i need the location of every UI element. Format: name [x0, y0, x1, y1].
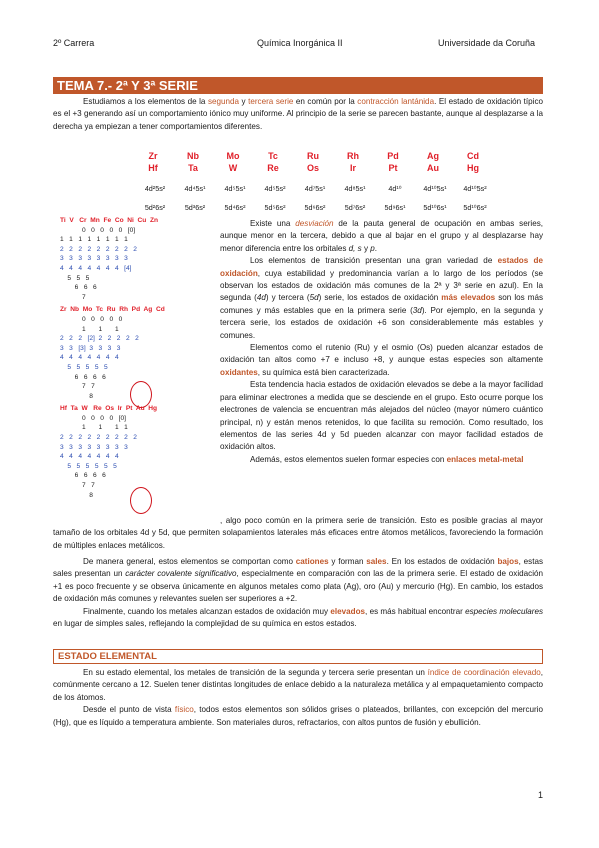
paragraph-deviation	[220, 218, 543, 255]
electron-config: 4d²5s²	[144, 184, 166, 193]
text: Elementos como el rutenio (Ru) y el osmio (Os) pueden alcanzar estados de oxidación tan altos como +7 e incluso +8, y aunque estas especies son altamente	[220, 343, 543, 365]
element-symbol: Au	[427, 163, 439, 173]
text: de la pauta general de ocupación en ambas series, aunque menor en la tercera, debido a que al bajar en el grupo y al desplazarse hay menor diferencia entre los orbitales	[220, 219, 543, 253]
electron-config: 4d¹⁰5s¹	[423, 184, 447, 193]
text: , comúnmente cercano a 12. Suelen tener distintas longitudes de enlace debido a la naturaleza metálica y al empaquetamiento compacto de los átomos.	[53, 668, 544, 702]
text: , su química está bien caracterizada.	[257, 367, 390, 377]
electron-config: 5d⁶6s²	[304, 203, 326, 212]
oxidation-state-row: 7 7	[60, 482, 95, 490]
element-symbol: Ir	[349, 163, 356, 173]
highlight: enlaces metal-metal	[446, 454, 524, 464]
electron-config: 4d⁵5s²	[264, 184, 286, 193]
emphasis: desviación	[295, 219, 334, 228]
highlight: oxidantes	[220, 367, 258, 377]
text: en común por la	[293, 97, 358, 106]
emphasis: especies moleculares	[465, 606, 543, 616]
oxidation-state-table	[60, 216, 220, 500]
electron-config: 5d³6s²	[184, 203, 206, 212]
text: y forman	[328, 557, 367, 566]
text: Desde el punto de vista	[83, 705, 175, 715]
oxidation-state-row: 7	[60, 293, 86, 301]
oxidation-state-row: 0 0 0 0 0 [0]	[60, 226, 136, 234]
paragraph-physical	[53, 704, 543, 729]
electron-config: 4d¹⁰	[388, 184, 402, 193]
right-column-text	[220, 218, 543, 466]
text: De manera general, estos elementos se comportan como	[83, 557, 296, 566]
electron-config: 5d²6s²	[144, 203, 166, 212]
element-symbol: Os	[306, 163, 319, 173]
element-symbol: Pd	[387, 151, 399, 161]
text: y	[239, 97, 249, 106]
header-subject: Química Inorgánica II	[257, 38, 343, 48]
page-title: TEMA 7.- 2ª Y 3ª SERIE	[53, 77, 543, 94]
series3-header: Hf Ta W Re Os Ir Pt Au Hg	[60, 405, 158, 413]
electron-config-table	[135, 151, 495, 221]
paragraph-metal-metal-start	[220, 454, 543, 466]
emphasis: p	[370, 243, 375, 253]
highlight: contracción lantánida	[357, 97, 435, 106]
oxidation-state-row: 3 3 3 3 3 3 3 3	[60, 255, 128, 263]
element-symbol: Mo	[226, 151, 240, 161]
emphasis: 3d	[412, 305, 422, 315]
text: Existe una	[250, 219, 296, 228]
text: .	[374, 243, 378, 253]
text: , todos estos elementos son sólidos grises o plateados, brillantes, con excepción del mercurio (Hg), que es líquido a temperatura ambiente. Son materiales duros, refractarios, con altos puntos de fusión y ebullición.	[53, 705, 543, 727]
electron-config: 4d⁷5s¹	[304, 184, 326, 193]
electron-config: 4d⁸5s¹	[344, 184, 366, 193]
highlight: físico	[174, 705, 194, 715]
oxidation-state-row: 6 6 6 6	[60, 373, 106, 381]
text: ). Por ejemplo, en la segunda y tercera serie, los estados de oxidación +6 son considerablemente más estables y comunes.	[220, 305, 544, 340]
electron-config: 5d⁵6s²	[264, 203, 286, 212]
highlight: tercera serie	[248, 97, 294, 106]
element-symbol: Re	[267, 163, 279, 173]
text: , especialmente en comparación con las de la primera serie. El estado de oxidación +1 es poco frecuente y se observa únicamente en algunos metales como plata (Ag), oro (Au) y mercurio (Hg). En cambio, los estados de oxidación más comunes y relevantes suelen ser superiores a +2.	[53, 569, 544, 604]
element-symbol: Hg	[467, 163, 479, 173]
text: . El estado de oxidación típico es el +3 generando así un comportamiento iónico muy uniforme. Al principio de la serie se parecen bastante, aunque al desplazarse a la derecha ya empiezan a tener comportamientos diferentes.	[53, 97, 543, 131]
paragraph-molecular	[53, 606, 543, 631]
oxidation-state-row: 0 0 0 0 0	[60, 315, 123, 323]
text: Los elementos de transición presentan una gran variedad de	[250, 256, 498, 266]
oxidation-state-row: 3 3 [3] 3 3 3 3	[60, 344, 121, 352]
text: , estas sales presentan un	[53, 557, 544, 579]
oxidation-state-row: 5 5 5 5 5	[60, 363, 108, 371]
electron-config: 5d¹⁰6s¹	[423, 203, 447, 212]
series2-header: Zr Nb Mo Tc Ru Rh Pd Ag Cd	[60, 306, 165, 314]
electron-config: 5d⁹6s¹	[384, 203, 406, 212]
header-course: 2º Carrera	[53, 38, 95, 48]
oxidation-state-row: 5 5 5	[60, 274, 90, 282]
text: Finalmente, cuando los metales alcanzan estados de oxidación muy	[83, 606, 331, 616]
highlight: sales	[366, 557, 387, 566]
electron-config: 5d⁴6s²	[224, 203, 246, 212]
highlight: índice de coordinación elevado	[427, 668, 541, 677]
paragraph-cations	[53, 556, 543, 606]
element-symbol: Hf	[148, 163, 158, 173]
oxidation-state-row: 0 0 0 0 [0]	[60, 414, 126, 422]
paragraph-coordination	[53, 667, 543, 704]
emphasis: carácter covalente significativo	[125, 569, 237, 579]
oxidation-state-row: 6 6 6 6	[60, 472, 106, 480]
element-symbol: Ru	[307, 151, 319, 161]
oxidation-state-row: 4 4 4 4 4 4 4 [4]	[60, 264, 132, 272]
series1-header: Ti V Cr Mn Fe Co Ni Cu Zn	[60, 217, 159, 224]
text: ) y tercera (	[265, 293, 310, 303]
element-symbol: Tc	[268, 151, 278, 161]
electron-config: 4d¹⁰5s²	[463, 184, 487, 193]
text: , cuya estabilidad y predominancia varían a lo largo de los períodos (se observan los estados de oxidación más comunes de la 2ª y 3ª serie en azul). En la segunda (	[220, 268, 543, 303]
emphasis: 5d	[309, 293, 319, 303]
element-symbol: Zr	[148, 151, 158, 161]
highlight: más elevados	[441, 293, 496, 303]
element-symbol: Ta	[188, 163, 198, 173]
text: Estudiamos a los elementos de la	[83, 97, 208, 106]
paragraph-oxidation-states	[220, 255, 543, 342]
elemental-text	[53, 667, 543, 729]
text: , es más habitual encontrar	[365, 606, 466, 616]
oxidation-state-row: 3 3 3 3 3 3 3 3	[60, 443, 128, 451]
text: Además, estos elementos suelen formar especies con	[250, 454, 447, 464]
highlight-circle-ru	[130, 381, 152, 408]
oxidation-state-row: 5 5 5 5 5 5	[60, 462, 117, 470]
header-university: Universidade da Coruña	[438, 38, 536, 48]
element-symbol: Pt	[388, 163, 398, 173]
oxidation-state-row: 4 4 4 4 4 4 4	[60, 354, 119, 362]
page-number: 1	[538, 790, 544, 800]
highlight: segunda	[207, 97, 239, 106]
electron-config: 5d⁷6s²	[344, 203, 366, 212]
oxidation-state-row: 8	[60, 392, 93, 400]
oxidation-state-row: 4 4 4 4 4 4 4	[60, 453, 119, 461]
text: son los más comunes y más estables que en la primera serie (	[220, 293, 544, 315]
highlight: bajos	[497, 557, 519, 566]
oxidation-state-row: 2 2 2 [2] 2 2 2 2 2	[60, 335, 139, 343]
text: , algo poco común en la primera serie de transición. Esto es posible gracias al mayor tamaño de los orbitales 4d y 5d, que permiten solapamientos laterales más eficaces entre átomos metálicos, favoreciendo la formación de múltiples enlaces metálicos.	[53, 516, 543, 550]
section-heading: ESTADO ELEMENTAL	[53, 649, 543, 664]
paragraph-tendency: Esta tendencia hacia estados de oxidación elevados se debe a la mayor facilidad para eliminar electrones a medida que se desciende en el grupo. Esto ocurre porque los electrones de valencia se encuentran más alejados del núcleo (mayor número cuántico principal, n) y están menos retenidos, lo que facilita su remoción. Como resultado, los elementos de las series 4d y 5d pueden alcanzar con mayor facilidad estados de oxidación altos.	[220, 380, 543, 452]
oxidation-state-row: 2 2 2 2 2 2 2 2 2	[60, 245, 137, 253]
element-symbol: Ag	[427, 151, 439, 161]
electron-config: 4d⁴5s¹	[184, 184, 206, 193]
element-symbol: W	[228, 163, 238, 173]
oxidation-state-row: 1 1 1 1 1 1 1 1	[60, 236, 128, 244]
text: . En los estados de oxidación	[386, 557, 498, 566]
element-symbol: Rh	[347, 151, 359, 161]
element-symbol: Cd	[467, 151, 479, 161]
text: y	[361, 243, 371, 253]
text: ) serie, los estados de oxidación	[318, 293, 442, 303]
element-symbol: Nb	[187, 151, 199, 161]
paragraph-metal-metal-end	[53, 515, 543, 552]
text: En su estado elemental, los metales de transición de la segunda y tercera serie presentan un	[83, 668, 428, 677]
intro-paragraph	[53, 96, 543, 133]
highlight: cationes	[295, 557, 329, 566]
electron-config: 5d¹⁰6s²	[463, 203, 487, 212]
emphasis: 4d	[256, 293, 266, 303]
highlight-circle-os	[130, 487, 152, 514]
full-width-text	[53, 556, 543, 630]
paragraph-ru-os	[220, 342, 543, 379]
text: en lugar de simples sales, reflejando la complejidad de su química en estos estados.	[53, 619, 357, 629]
highlight: estados de oxidación	[220, 256, 543, 278]
oxidation-state-row: 1 1 1	[60, 325, 119, 333]
highlight: elevados	[330, 606, 366, 616]
oxidation-state-row: 1 1 1 1	[60, 424, 128, 432]
oxidation-state-row: 8	[60, 491, 93, 499]
oxidation-state-row: 6 6 6	[60, 284, 97, 292]
series1-rows	[60, 226, 220, 303]
emphasis: d, s	[348, 243, 362, 253]
oxidation-state-row: 2 2 2 2 2 2 2 2 2	[60, 434, 137, 442]
electron-config: 4d⁵5s¹	[224, 184, 246, 193]
oxidation-state-row: 7 7	[60, 383, 95, 391]
